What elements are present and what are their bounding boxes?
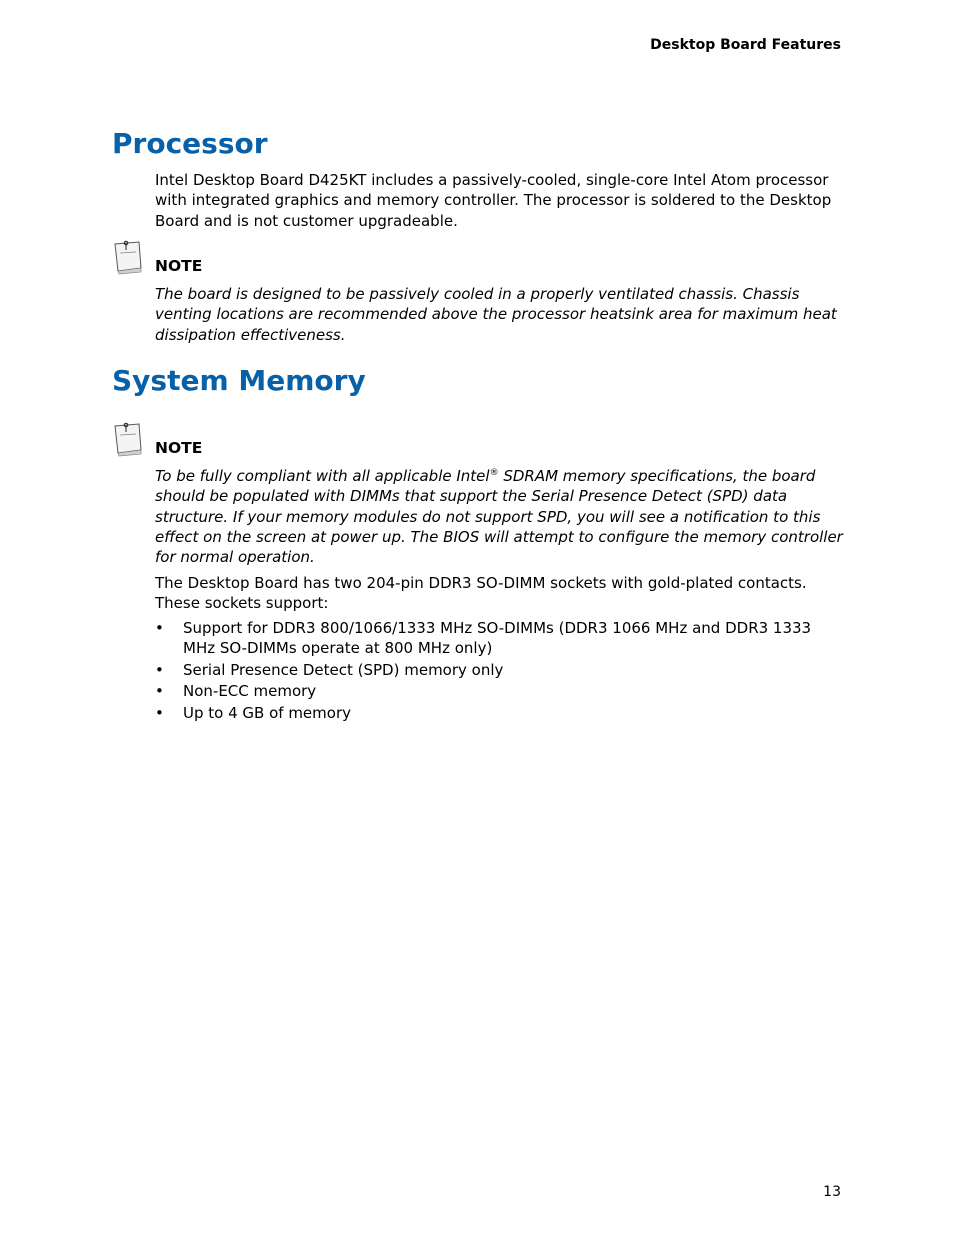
list-item-text: Up to 4 GB of memory: [183, 703, 351, 722]
section-heading-system-memory: System Memory: [112, 364, 366, 397]
page-number: 13: [823, 1184, 841, 1200]
processor-paragraph: Intel Desktop Board D425KT includes a passively-cooled, single-core Intel Atom processor with integrated graphics and memory controller. The processor is soldered to the Desktop Board and is not customer upgradeable.: [155, 171, 832, 230]
running-header: Desktop Board Features: [650, 37, 841, 53]
note-icon: [112, 420, 144, 458]
note-label: NOTE: [155, 439, 203, 457]
list-item-text: Non-ECC memory: [183, 682, 317, 701]
list-item: [155, 618, 845, 659]
list-item-text: Serial Presence Detect (SPD) memory only: [183, 660, 504, 679]
list-item: [155, 681, 845, 701]
memory-note-text-start: To be fully compliant with all applicable Intel: [155, 467, 490, 485]
registered-trademark: ®: [489, 468, 499, 478]
section-heading-processor: Processor: [112, 127, 268, 160]
memory-paragraph: The Desktop Board has two 204-pin DDR3 SO-DIMM sockets with gold-plated contacts. These sockets support:: [155, 574, 807, 613]
note-icon: [112, 238, 144, 276]
bullet-glyph: •: [155, 660, 164, 679]
processor-note-text: The board is designed to be passively cooled in a properly ventilated chassis. Chassis venting locations are recommended above the processor heatsink area for maximum heat dissipation effectiveness.: [155, 285, 837, 344]
memory-note-text: [155, 466, 855, 567]
list-item: [155, 703, 845, 723]
note-label: NOTE: [155, 257, 203, 275]
memory-note-text-end: SDRAM memory specifications, the board should be populated with DIMMs that support the Serial Presence Detect (SPD) data structure. If your memory modules do not support SPD, you will see a notification to this effect on the screen at power up. The BIOS will attempt to configure the memory controller for normal operation.: [155, 467, 843, 567]
bullet-glyph: •: [155, 703, 164, 722]
bullet-glyph: •: [155, 682, 164, 701]
list-item: [155, 660, 845, 680]
list-item-text: Support for DDR3 800/1066/1333 MHz SO-DIMMs (DDR3 1066 MHz and DDR3 1333 MHz SO-DIMMs operate at 800 MHz only): [183, 619, 812, 658]
bullet-glyph: •: [155, 619, 164, 637]
memory-support-list: [155, 618, 845, 724]
